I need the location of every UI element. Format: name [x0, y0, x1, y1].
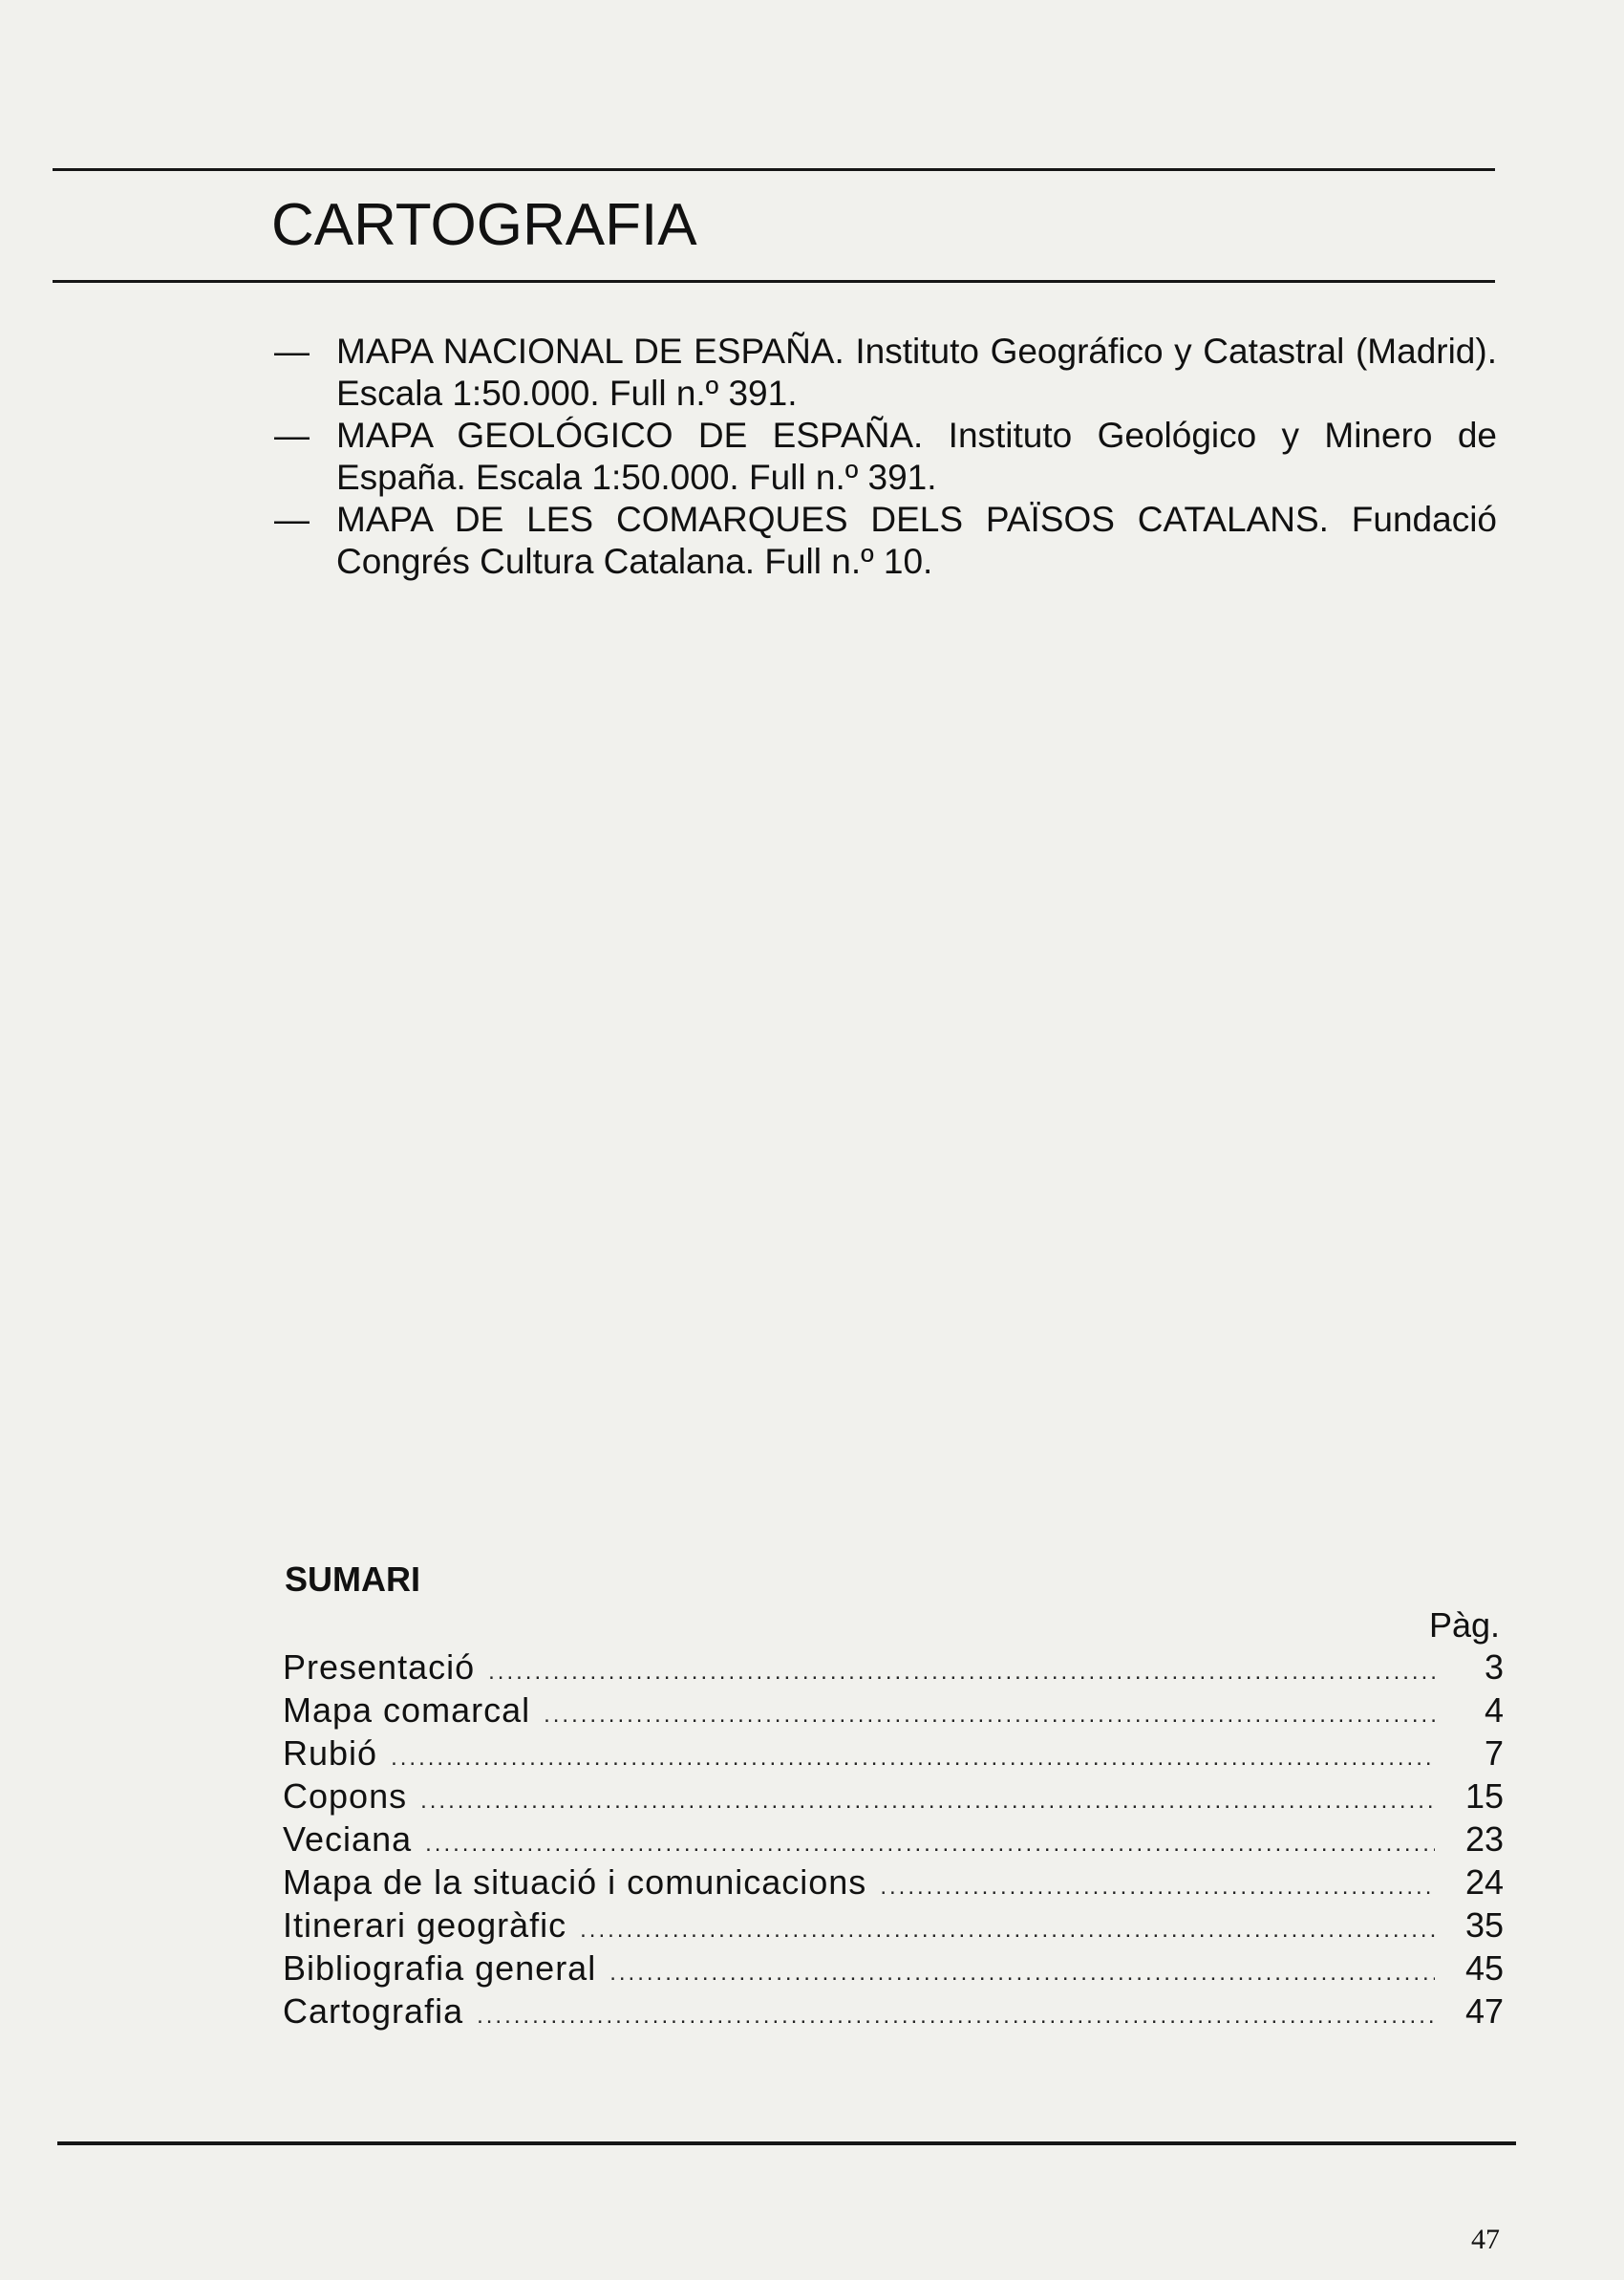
toc-entry-label: Mapa de la situació i comunicacions	[283, 1862, 867, 1902]
toc-entry	[283, 1818, 1504, 1861]
table-of-contents	[283, 1645, 1504, 2033]
page-number: 47	[1471, 2224, 1500, 2255]
title-underline-rule	[53, 280, 1495, 283]
toc-leader-dots	[425, 1822, 1435, 1865]
page-column-label: Pàg.	[1428, 1605, 1500, 1645]
toc-entry-page: 23	[1464, 1819, 1504, 1859]
toc-entry	[283, 1947, 1504, 1990]
toc-entry	[283, 1775, 1504, 1818]
toc-entry-label: Presentació	[283, 1647, 476, 1687]
toc-entry-label: Itinerari geogràfic	[283, 1905, 567, 1945]
toc-entry-page: 45	[1464, 1948, 1504, 1988]
toc-entry-page: 47	[1464, 1991, 1504, 2031]
cartography-item	[274, 331, 1497, 415]
item-dash: —	[274, 332, 310, 371]
toc-entry	[283, 1688, 1504, 1732]
sumari-heading: SUMARI	[285, 1559, 420, 1599]
toc-leader-dots	[391, 1736, 1435, 1779]
item-dash: —	[274, 416, 310, 455]
toc-entry-page: 15	[1464, 1776, 1504, 1816]
toc-entry-page: 24	[1464, 1862, 1504, 1902]
cartography-item	[274, 499, 1497, 583]
toc-entry-page: 4	[1484, 1690, 1504, 1730]
toc-entry-page: 3	[1484, 1647, 1504, 1687]
toc-entry-label: Mapa comarcal	[283, 1690, 531, 1730]
toc-leader-dots	[609, 1951, 1435, 1994]
toc-entry-label: Cartografia	[283, 1991, 464, 2031]
toc-entry-label: Veciana	[283, 1819, 413, 1859]
toc-entry-page: 7	[1484, 1733, 1504, 1773]
toc-leader-dots	[488, 1650, 1435, 1693]
cartography-item	[274, 415, 1497, 499]
toc-entry-page: 35	[1464, 1905, 1504, 1945]
toc-entry	[283, 1732, 1504, 1775]
toc-entry	[283, 1861, 1504, 1904]
toc-entry	[283, 1990, 1504, 2033]
bottom-rule	[57, 2141, 1516, 2145]
toc-entry	[283, 1645, 1504, 1688]
toc-leader-dots	[580, 1908, 1435, 1951]
cartography-list	[274, 331, 1497, 583]
section-title: CARTOGRAFIA	[271, 192, 697, 258]
toc-leader-dots	[420, 1779, 1435, 1822]
toc-leader-dots	[880, 1865, 1435, 1908]
item-dash: —	[274, 500, 310, 539]
cartography-item-text: MAPA DE LES COMARQUES DELS PAÏSOS CATALANS. Fundació Congrés Cultura Catalana. Full n.º 10.	[336, 500, 1497, 581]
toc-entry-label: Copons	[283, 1776, 408, 1816]
cartography-item-text: MAPA GEOLÓGICO DE ESPAÑA. Instituto Geológico y Minero de España. Escala 1:50.000. Full n.º 391.	[336, 416, 1497, 497]
toc-entry-label: Rubió	[283, 1733, 378, 1773]
toc-leader-dots	[477, 1994, 1435, 2037]
top-rule	[53, 168, 1495, 171]
toc-entry-label: Bibliografia general	[283, 1948, 597, 1988]
toc-leader-dots	[544, 1693, 1435, 1736]
toc-entry	[283, 1904, 1504, 1947]
cartography-item-text: MAPA NACIONAL DE ESPAÑA. Instituto Geográfico y Catastral (Madrid). Escala 1:50.000. Full n.º 391.	[336, 332, 1497, 413]
